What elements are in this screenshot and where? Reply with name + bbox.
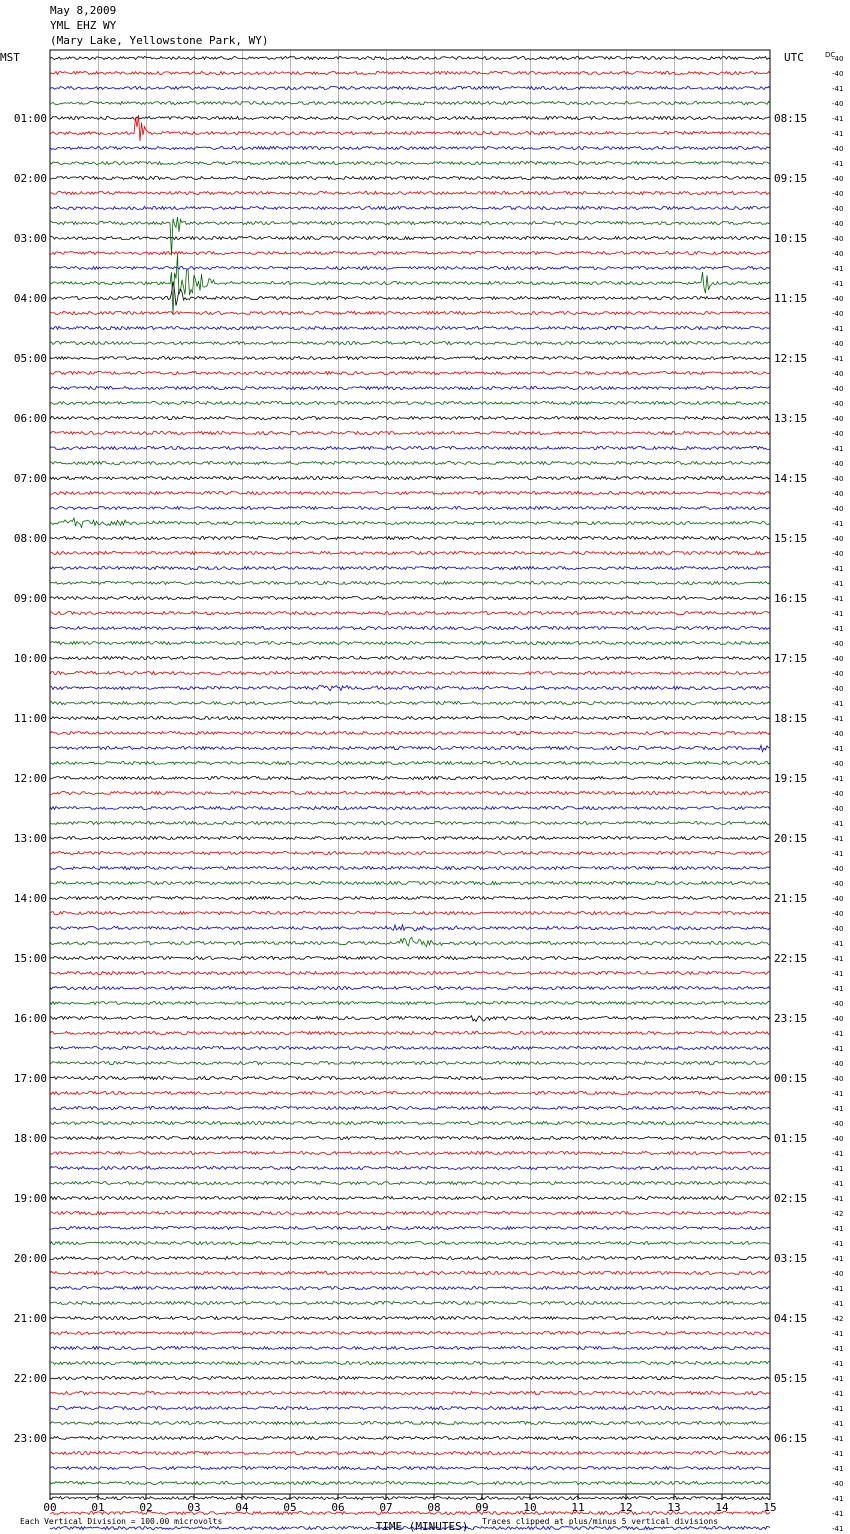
seismic-trace bbox=[50, 1286, 770, 1289]
seismic-trace bbox=[50, 1151, 770, 1154]
seismic-trace bbox=[50, 1376, 770, 1379]
dc-offset-label: -41 bbox=[832, 85, 844, 93]
dc-offset-label: -41 bbox=[832, 1150, 844, 1158]
dc-offset-label: -40 bbox=[832, 1060, 844, 1068]
mst-hour-label: 20:00 bbox=[13, 1252, 47, 1265]
dc-offset-label: -41 bbox=[832, 1420, 844, 1428]
x-tick-label: 05 bbox=[283, 1501, 297, 1514]
utc-hour-label: 18:15 bbox=[774, 712, 808, 725]
dc-offset-label: -41 bbox=[832, 625, 844, 633]
dc-offset-label: -40 bbox=[832, 250, 844, 258]
seismic-trace bbox=[50, 506, 770, 509]
seismic-trace bbox=[50, 701, 770, 704]
dc-offset-label: -41 bbox=[832, 1090, 844, 1098]
utc-hour-label: 17:15 bbox=[774, 652, 808, 665]
dc-offset-label: -40 bbox=[832, 370, 844, 378]
seismic-trace bbox=[50, 685, 770, 691]
seismic-trace bbox=[50, 71, 770, 74]
seismic-trace bbox=[50, 1016, 770, 1022]
dc-offset-label: -41 bbox=[832, 1495, 844, 1503]
x-tick-label: 09 bbox=[475, 1501, 489, 1514]
seismic-trace bbox=[50, 1256, 770, 1259]
dc-offset-label: -41 bbox=[832, 1105, 844, 1113]
utc-hour-label: 08:15 bbox=[774, 112, 808, 125]
seismic-trace bbox=[50, 282, 770, 306]
seismic-trace bbox=[50, 581, 770, 584]
utc-hour-label: 12:15 bbox=[774, 352, 808, 365]
dc-offset-label: -41 bbox=[832, 1435, 844, 1443]
seismic-trace bbox=[50, 1496, 770, 1499]
seismic-trace bbox=[50, 341, 770, 344]
dc-offset-label: -40 bbox=[832, 670, 844, 678]
dc-offset-label: -40 bbox=[832, 400, 844, 408]
dc-offset-label: -41 bbox=[832, 955, 844, 963]
seismic-trace bbox=[50, 1061, 770, 1064]
x-tick-label: 06 bbox=[331, 1501, 345, 1514]
utc-hour-label: 20:15 bbox=[774, 832, 808, 845]
seismic-trace bbox=[50, 821, 770, 824]
x-tick-label: 08 bbox=[427, 1501, 441, 1514]
seismic-trace bbox=[50, 925, 770, 931]
dc-offset-label: -41 bbox=[832, 1465, 844, 1473]
dc-offset-label: -40 bbox=[832, 100, 844, 108]
dc-offset-label: -40 bbox=[832, 760, 844, 768]
seismic-trace bbox=[50, 911, 770, 914]
seismic-trace bbox=[50, 217, 770, 256]
station-location: (Mary Lake, Yellowstone Park, WY) bbox=[50, 34, 269, 47]
mst-hour-label: 19:00 bbox=[13, 1192, 47, 1205]
x-tick-label: 02 bbox=[139, 1501, 153, 1514]
dc-offset-label: -40 bbox=[832, 1270, 844, 1278]
dc-offset-label: -40 bbox=[832, 925, 844, 933]
dc-offset-label: -41 bbox=[832, 1300, 844, 1308]
dc-offset-label: -40 bbox=[832, 505, 844, 513]
x-tick-label: 12 bbox=[619, 1501, 633, 1514]
seismic-trace bbox=[50, 356, 770, 359]
seismic-trace bbox=[50, 1466, 770, 1469]
mst-hour-label: 02:00 bbox=[13, 172, 47, 185]
x-tick-label: 01 bbox=[91, 1501, 105, 1514]
seismic-trace bbox=[50, 255, 770, 315]
dc-offset-label: -40 bbox=[832, 685, 844, 693]
seismic-trace bbox=[50, 626, 770, 629]
seismic-trace bbox=[50, 476, 770, 479]
dc-offset-label: -40 bbox=[832, 205, 844, 213]
mst-hour-label: 13:00 bbox=[13, 832, 47, 845]
seismic-trace bbox=[50, 446, 770, 449]
seismic-trace bbox=[50, 1091, 770, 1094]
mst-hour-label: 15:00 bbox=[13, 952, 47, 965]
seismic-trace bbox=[50, 266, 770, 269]
dc-offset-label: -40 bbox=[832, 475, 844, 483]
seismic-trace bbox=[50, 761, 770, 764]
utc-hour-label: 10:15 bbox=[774, 232, 808, 245]
dc-offset-label: -41 bbox=[832, 1285, 844, 1293]
dc-offset-label: -41 bbox=[832, 1360, 844, 1368]
chart-date: May 8,2009 bbox=[50, 4, 117, 17]
utc-hour-label: 03:15 bbox=[774, 1252, 808, 1265]
mst-hour-label: 09:00 bbox=[13, 592, 47, 605]
utc-hour-label: 22:15 bbox=[774, 952, 808, 965]
mst-hour-label: 01:00 bbox=[13, 112, 47, 125]
dc-offset-label: -41 bbox=[832, 1045, 844, 1053]
seismic-trace bbox=[50, 1001, 770, 1004]
seismic-trace bbox=[50, 656, 770, 659]
dc-offset-label: -40 bbox=[832, 790, 844, 798]
seismic-trace bbox=[50, 401, 770, 404]
dc-offset-label: -40 bbox=[832, 730, 844, 738]
mst-hour-label: 04:00 bbox=[13, 292, 47, 305]
dc-offset-label: -41 bbox=[832, 1255, 844, 1263]
x-axis-title: TIME (MINUTES) bbox=[375, 1520, 469, 1533]
dc-offset-label: -41 bbox=[832, 160, 844, 168]
seismic-trace bbox=[50, 1196, 770, 1199]
seismic-trace bbox=[50, 1511, 770, 1514]
dc-offset-label: -40 bbox=[832, 1480, 844, 1488]
seismic-trace bbox=[50, 386, 770, 389]
seismic-trace bbox=[50, 745, 770, 751]
mst-hour-label: 03:00 bbox=[13, 232, 47, 245]
seismic-trace bbox=[50, 491, 770, 494]
dc-offset-label: -41 bbox=[832, 1525, 844, 1533]
dc-offset-label: -40 bbox=[832, 190, 844, 198]
seismic-trace bbox=[50, 1241, 770, 1244]
seismic-trace bbox=[50, 851, 770, 854]
x-tick-label: 04 bbox=[235, 1501, 249, 1514]
mst-hour-label: 11:00 bbox=[13, 712, 47, 725]
mst-hour-label: 14:00 bbox=[13, 892, 47, 905]
dc-offset-label: -41 bbox=[832, 325, 844, 333]
utc-hour-label: 09:15 bbox=[774, 172, 808, 185]
clip-note: Traces clipped at plus/minus 5 vertical divisions bbox=[482, 1517, 719, 1526]
seismic-trace bbox=[50, 1436, 770, 1439]
dc-offset-label: -41 bbox=[832, 1375, 844, 1383]
seismic-trace bbox=[50, 1271, 770, 1274]
mst-hour-label: 06:00 bbox=[13, 412, 47, 425]
dc-offset-label: -40 bbox=[832, 895, 844, 903]
seismic-trace bbox=[50, 1211, 770, 1214]
dc-offset-label: -41 bbox=[832, 610, 844, 618]
dc-offset-label: -40 bbox=[832, 550, 844, 558]
station-code: YML EHZ WY bbox=[50, 19, 117, 32]
seismic-trace bbox=[50, 731, 770, 734]
dc-offset-label: -41 bbox=[832, 280, 844, 288]
utc-hour-label: 06:15 bbox=[774, 1432, 808, 1445]
seismic-trace bbox=[50, 551, 770, 554]
seismic-trace bbox=[50, 1331, 770, 1334]
seismic-trace bbox=[50, 251, 770, 254]
mst-hour-label: 21:00 bbox=[13, 1312, 47, 1325]
seismic-trace bbox=[50, 1226, 770, 1229]
mst-hour-label: 22:00 bbox=[13, 1372, 47, 1385]
utc-hour-label: 16:15 bbox=[774, 592, 808, 605]
utc-hour-label: 00:15 bbox=[774, 1072, 808, 1085]
seismic-trace bbox=[50, 146, 770, 149]
dc-offset-label: -40 bbox=[832, 70, 844, 78]
seismic-trace bbox=[50, 161, 770, 164]
dc-offset-label: -41 bbox=[832, 130, 844, 138]
seismic-trace bbox=[50, 1481, 770, 1484]
seismic-trace bbox=[50, 596, 770, 599]
dc-offset-label: -41 bbox=[832, 1180, 844, 1188]
seismic-trace bbox=[50, 1451, 770, 1454]
mst-hour-label: 07:00 bbox=[13, 472, 47, 485]
seismic-trace bbox=[50, 937, 770, 946]
seismic-trace bbox=[50, 1121, 770, 1124]
seismic-trace bbox=[50, 1301, 770, 1304]
seismic-trace bbox=[50, 431, 770, 434]
seismic-trace bbox=[50, 881, 770, 884]
dc-offset-label: -41 bbox=[832, 1240, 844, 1248]
dc-offset-label: -41 bbox=[832, 580, 844, 588]
mst-hour-label: 18:00 bbox=[13, 1132, 47, 1145]
dc-offset-label: -41 bbox=[832, 850, 844, 858]
seismic-trace bbox=[50, 116, 770, 119]
dc-offset-label: -41 bbox=[832, 1390, 844, 1398]
dc-offset-label: -40 bbox=[832, 145, 844, 153]
dc-offset-label: -41 bbox=[832, 835, 844, 843]
seismic-trace bbox=[50, 236, 770, 239]
seismic-trace bbox=[50, 518, 770, 527]
dc-offset-label: -40 bbox=[832, 1000, 844, 1008]
dc-offset-label: -41 bbox=[832, 595, 844, 603]
seismic-trace bbox=[50, 866, 770, 869]
dc-offset-label: -40 bbox=[832, 640, 844, 648]
dc-offset-label: -41 bbox=[832, 775, 844, 783]
dc-offset-label: -40 bbox=[832, 175, 844, 183]
mst-hour-label: 17:00 bbox=[13, 1072, 47, 1085]
mst-hour-label: 23:00 bbox=[13, 1432, 47, 1445]
seismic-trace bbox=[50, 1076, 770, 1079]
seismic-trace bbox=[50, 791, 770, 794]
seismic-trace bbox=[50, 1346, 770, 1349]
seismic-trace bbox=[50, 176, 770, 179]
dc-offset-label: -41 bbox=[832, 445, 844, 453]
dc-offset-label: -40 bbox=[832, 220, 844, 228]
seismic-trace bbox=[50, 896, 770, 899]
x-tick-label: 07 bbox=[379, 1501, 393, 1514]
dc-offset-label: -41 bbox=[832, 1405, 844, 1413]
dc-offset-label: -41 bbox=[832, 520, 844, 528]
dc-offset-label: -41 bbox=[832, 1450, 844, 1458]
dc-offset-label: -41 bbox=[832, 1030, 844, 1038]
seismic-trace bbox=[50, 971, 770, 974]
dc-offset-label: -41 bbox=[832, 265, 844, 273]
mst-hour-label: 10:00 bbox=[13, 652, 47, 665]
utc-hour-label: 01:15 bbox=[774, 1132, 808, 1145]
seismic-trace bbox=[50, 1421, 770, 1424]
dc-offset-label: -40 bbox=[832, 1075, 844, 1083]
seismic-trace bbox=[50, 461, 770, 464]
dc-offset-label: -42 bbox=[832, 1315, 844, 1323]
utc-hour-label: 23:15 bbox=[774, 1012, 808, 1025]
seismic-trace bbox=[50, 1136, 770, 1139]
dc-offset-label: -41 bbox=[832, 940, 844, 948]
utc-hour-label: 11:15 bbox=[774, 292, 808, 305]
x-tick-label: 11 bbox=[571, 1501, 585, 1514]
seismic-trace bbox=[50, 326, 770, 329]
dc-offset-label: -40 bbox=[832, 805, 844, 813]
utc-hour-label: 14:15 bbox=[774, 472, 808, 485]
seismic-trace bbox=[50, 1106, 770, 1109]
dc-offset-label: -40 bbox=[832, 310, 844, 318]
utc-hour-label: 21:15 bbox=[774, 892, 808, 905]
dc-offset-label: -40 bbox=[832, 1120, 844, 1128]
x-tick-label: 03 bbox=[187, 1501, 201, 1514]
seismic-trace bbox=[50, 191, 770, 194]
dc-offset-label: -41 bbox=[832, 1165, 844, 1173]
dc-offset-label: -40 bbox=[832, 535, 844, 543]
dc-offset-label: -40 bbox=[832, 415, 844, 423]
seismic-trace bbox=[50, 836, 770, 839]
dc-offset-label: -40 bbox=[832, 385, 844, 393]
dc-offset-label: -41 bbox=[832, 715, 844, 723]
dc-label: DC bbox=[825, 51, 836, 59]
utc-hour-label: 04:15 bbox=[774, 1312, 808, 1325]
utc-hour-label: 15:15 bbox=[774, 532, 808, 545]
dc-offset-label: -41 bbox=[832, 565, 844, 573]
seismic-trace bbox=[50, 716, 770, 719]
dc-offset-label: -40 bbox=[832, 430, 844, 438]
dc-offset-label: -40 bbox=[832, 235, 844, 243]
mst-hour-label: 05:00 bbox=[13, 352, 47, 365]
seismic-trace bbox=[50, 1046, 770, 1049]
seismic-trace bbox=[50, 1361, 770, 1364]
dc-offset-label: -40 bbox=[832, 55, 844, 63]
scale-note: Each Vertical Division = 100.00 microvolts bbox=[20, 1517, 223, 1526]
seismic-trace bbox=[50, 536, 770, 539]
utc-hour-label: 05:15 bbox=[774, 1372, 808, 1385]
dc-offset-label: -40 bbox=[832, 910, 844, 918]
utc-axis-label: UTC bbox=[784, 51, 804, 64]
seismic-trace bbox=[50, 56, 770, 59]
dc-offset-label: -41 bbox=[832, 1510, 844, 1518]
seismic-trace bbox=[50, 206, 770, 209]
mst-hour-label: 08:00 bbox=[13, 532, 47, 545]
dc-offset-label: -41 bbox=[832, 1225, 844, 1233]
dc-offset-label: -42 bbox=[832, 1210, 844, 1218]
seismic-trace bbox=[50, 311, 770, 314]
x-tick-label: 15 bbox=[763, 1501, 777, 1514]
dc-offset-label: -40 bbox=[832, 1015, 844, 1023]
dc-offset-label: -41 bbox=[832, 1195, 844, 1203]
dc-offset-label: -40 bbox=[832, 655, 844, 663]
dc-offset-label: -40 bbox=[832, 460, 844, 468]
dc-offset-label: -41 bbox=[832, 1345, 844, 1353]
seismic-trace bbox=[50, 986, 770, 989]
dc-offset-label: -41 bbox=[832, 985, 844, 993]
mst-hour-label: 16:00 bbox=[13, 1012, 47, 1025]
seismic-trace bbox=[50, 1391, 770, 1394]
x-tick-label: 10 bbox=[523, 1501, 537, 1514]
seismic-trace bbox=[50, 776, 770, 779]
utc-hour-label: 19:15 bbox=[774, 772, 808, 785]
seismic-trace bbox=[50, 371, 770, 374]
seismic-trace bbox=[50, 956, 770, 959]
x-tick-label: 14 bbox=[715, 1501, 729, 1514]
dc-offset-label: -40 bbox=[832, 880, 844, 888]
x-tick-label: 13 bbox=[667, 1501, 681, 1514]
seismic-trace bbox=[50, 1406, 770, 1409]
dc-offset-label: -41 bbox=[832, 970, 844, 978]
mst-axis-label: MST bbox=[0, 51, 20, 64]
utc-hour-label: 13:15 bbox=[774, 412, 808, 425]
dc-offset-label: -41 bbox=[832, 700, 844, 708]
seismic-trace bbox=[50, 101, 770, 104]
seismic-trace bbox=[50, 1166, 770, 1169]
utc-hour-label: 02:15 bbox=[774, 1192, 808, 1205]
seismic-trace bbox=[50, 806, 770, 809]
dc-offset-label: -41 bbox=[832, 355, 844, 363]
dc-offset-label: -41 bbox=[832, 745, 844, 753]
seismic-trace bbox=[50, 86, 770, 89]
seismic-trace bbox=[50, 611, 770, 614]
dc-offset-label: -40 bbox=[832, 340, 844, 348]
dc-offset-label: -41 bbox=[832, 1330, 844, 1338]
dc-offset-label: -41 bbox=[832, 115, 844, 123]
seismic-trace bbox=[50, 416, 770, 419]
seismic-trace bbox=[50, 566, 770, 569]
dc-offset-label: -40 bbox=[832, 865, 844, 873]
seismic-trace bbox=[50, 1181, 770, 1184]
dc-offset-label: -40 bbox=[832, 1135, 844, 1143]
seismic-trace bbox=[50, 671, 770, 674]
x-tick-label: 00 bbox=[43, 1501, 57, 1514]
dc-offset-label: -40 bbox=[832, 295, 844, 303]
mst-hour-label: 12:00 bbox=[13, 772, 47, 785]
seismic-trace bbox=[50, 641, 770, 644]
seismic-trace bbox=[50, 1031, 770, 1034]
seismic-trace bbox=[50, 1316, 770, 1319]
dc-offset-label: -40 bbox=[832, 490, 844, 498]
dc-offset-label: -41 bbox=[832, 820, 844, 828]
